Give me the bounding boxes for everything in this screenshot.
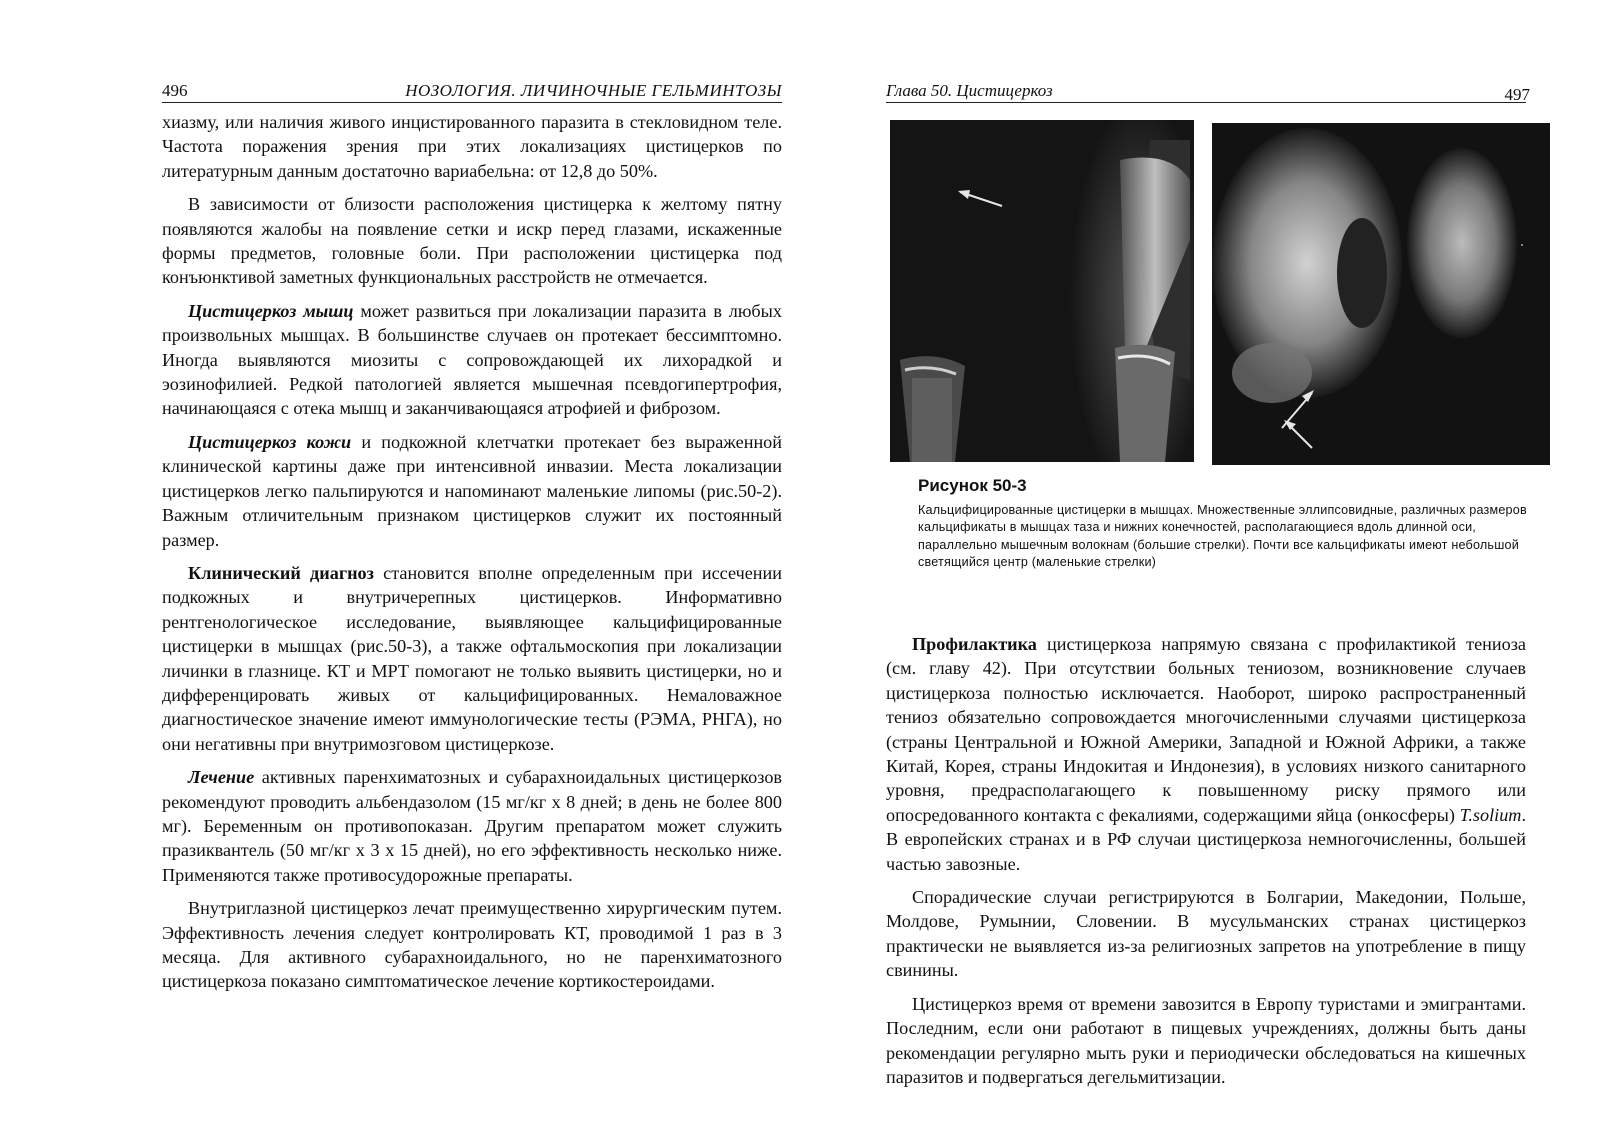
- paragraph: [162, 192, 782, 290]
- xray-image-legs: [890, 120, 1194, 462]
- paragraph-skin-cysticercosis: [162, 430, 782, 552]
- paragraph: [886, 885, 1526, 983]
- paragraph: [162, 110, 782, 183]
- paragraph-text: цистицеркоза напрямую связана с профилактикой тениоза (см. главу 42). При отсутствии больных тениозом, возникновение случаев цистицеркоза полностью исключается. Наоборот, широко распространенный тениоз обязательно сопровождается многочисленными случаями цистицеркоза (страны Центральной и Южной Америки, Западной и Южной Африки, а также Китай, Корея, страны Индокитая и Индонезия), в условиях низкого санитарного уровня, предрасполагающего к повышенному риску прямого или опосредованного контакта с фекалиями, содержащими яйца (онкосферы): [886, 634, 1526, 825]
- paragraph-lead: Цистицеркоз кожи: [188, 431, 352, 452]
- paragraph-lead: Цистицеркоз мышц: [188, 300, 354, 321]
- figure-caption-text: Кальцифицированные цистицерки в мышцах. Множественные эллипсовидные, различных размеров кальцификаты в мышцах таза и нижних конечностей, располагающиеся вдоль длинной оси, параллельно мышечным волокнам (большие стрелки). Почти все кальцификаты имеют небольшой светящийся центр (маленькие стрелки): [918, 503, 1527, 570]
- paragraph-text: становится вполне определенным при иссечении подкожных и внутричерепных цистицерков. Информативно рентгенологическое исследование, выявляющее кальцифицированные цистицерки в мышцах (рис.50-3), а также офтальмоскопия при локализации личинки в глазнице. КТ и МРТ помогают не только выявить цистицерки, но и дифференцировать живых от кальцифицированных. Немаловажное диагностическое значение имеют иммунологические тесты (РЭМА, РНГА), но они негативны при внутримозговом цистицеркозе.: [162, 562, 782, 754]
- left-body-text: [162, 110, 782, 1003]
- xray-image-pelvis: [1212, 123, 1550, 465]
- paragraph-lead: Профилактика: [912, 634, 1037, 654]
- paragraph-clinical-diagnosis: [162, 561, 782, 756]
- paragraph-text: и подкожной клетчатки протекает без выраженной клинической картины даже при интенсивной инвазии. Места локализации цистицерков легко пальпируются и напоминают маленькие липомы (рис.50-2). Важным отличительным признаком цистицерков служит их постоянный размер.: [162, 431, 783, 550]
- left-running-title: НОЗОЛОГИЯ. ЛИЧИНОЧНЫЕ ГЕЛЬМИНТОЗЫ: [405, 81, 782, 100]
- right-page-number: 497: [1504, 85, 1530, 104]
- paragraph-text: может развиться при локализации паразита в любых произвольных мышцах. В большинстве случаев он протекает бессимптомно. Иногда выявляются миозиты с сопровождающей их лихорадкой и эозинофилией. Редкой патологией является мышечная псевдогипертрофия, начинающаяся с отека мышц и заканчивающаяся атрофией и фиброзом.: [162, 300, 782, 419]
- right-running-head: [886, 78, 1530, 104]
- figure-caption: [918, 476, 1558, 572]
- paragraph-text: активных паренхиматозных и субарахноидальных цистицеркозов рекомендуют проводить альбендазолом (15 мг/кг х 8 дней; в день не более 800 мг). Беременным он противопоказан. Другим препаратом может служить празиквантель (50 мг/кг х 3 х 15 дней), но его эффективность несколько ниже. Применяются также противосудорожные препараты.: [162, 767, 782, 885]
- paragraph-prevention: [886, 632, 1526, 876]
- paragraph-text: Спорадические случаи регистрируются в Болгарии, Македонии, Польше, Молдове, Румынии, Словении. В мусульманских странах цистицеркоз практически не выявляется из-за религиозных запретов на употребление в пищу свинины.: [886, 887, 1526, 981]
- paragraph-text: Цистицеркоз время от времени завозится в Европу туристами и эмигрантами. Последним, если они работают в пищевых учреждениях, должны быть даны рекомендации регулярно мыть руки и периодически обследоваться на кишечных паразитов и подвергаться дегельмитизации.: [886, 993, 1526, 1087]
- scan-speck: [1521, 244, 1523, 246]
- paragraph-text: В зависимости от близости расположения цистицерка к желтому пятну появляются жалобы на появление сетки и искр перед глазами, искаженные формы предметов, головные боли. При расположении цистицерка под конъюнктивой заметных функциональных расстройств не отмечается.: [162, 194, 782, 288]
- left-page-number: 496: [162, 81, 188, 100]
- paragraph: [886, 992, 1526, 1090]
- paragraph: [162, 896, 782, 994]
- paragraph-text-tail: . В европейских странах и в РФ случаи цистицеркоза немногочисленны, большей частью завозные.: [886, 804, 1526, 874]
- species-name: T.solium: [1459, 804, 1522, 825]
- paragraph-treatment: [162, 765, 782, 887]
- paragraph-text: хиазму, или наличия живого инцистированного паразита в стекловидном теле. Частота поражения зрения при этих локализациях цистицерков по литературным данным достаточно вариабельна: от 12,8 до 50%.: [162, 112, 782, 181]
- right-running-title: Глава 50. Цистицеркоз: [886, 81, 1053, 100]
- paragraph-text: Внутриглазной цистицеркоз лечат преимущественно хирургическим путем. Эффективность лечения следует контролировать КТ, проводимой 1 раз в 3 месяца. Для активного субарахноидального, но не паренхиматозного цистицеркоза показано симптоматическое лечение кортикостероидами.: [162, 898, 782, 992]
- left-running-head: [162, 78, 782, 103]
- paragraph-muscle-cysticercosis: [162, 299, 782, 421]
- figure-title: Рисунок 50-3: [918, 476, 1027, 495]
- right-body-text: [886, 632, 1526, 1098]
- right-page: [800, 0, 1600, 1136]
- paragraph-lead: Лечение: [188, 767, 255, 788]
- paragraph-lead: Клинический диагноз: [188, 562, 374, 583]
